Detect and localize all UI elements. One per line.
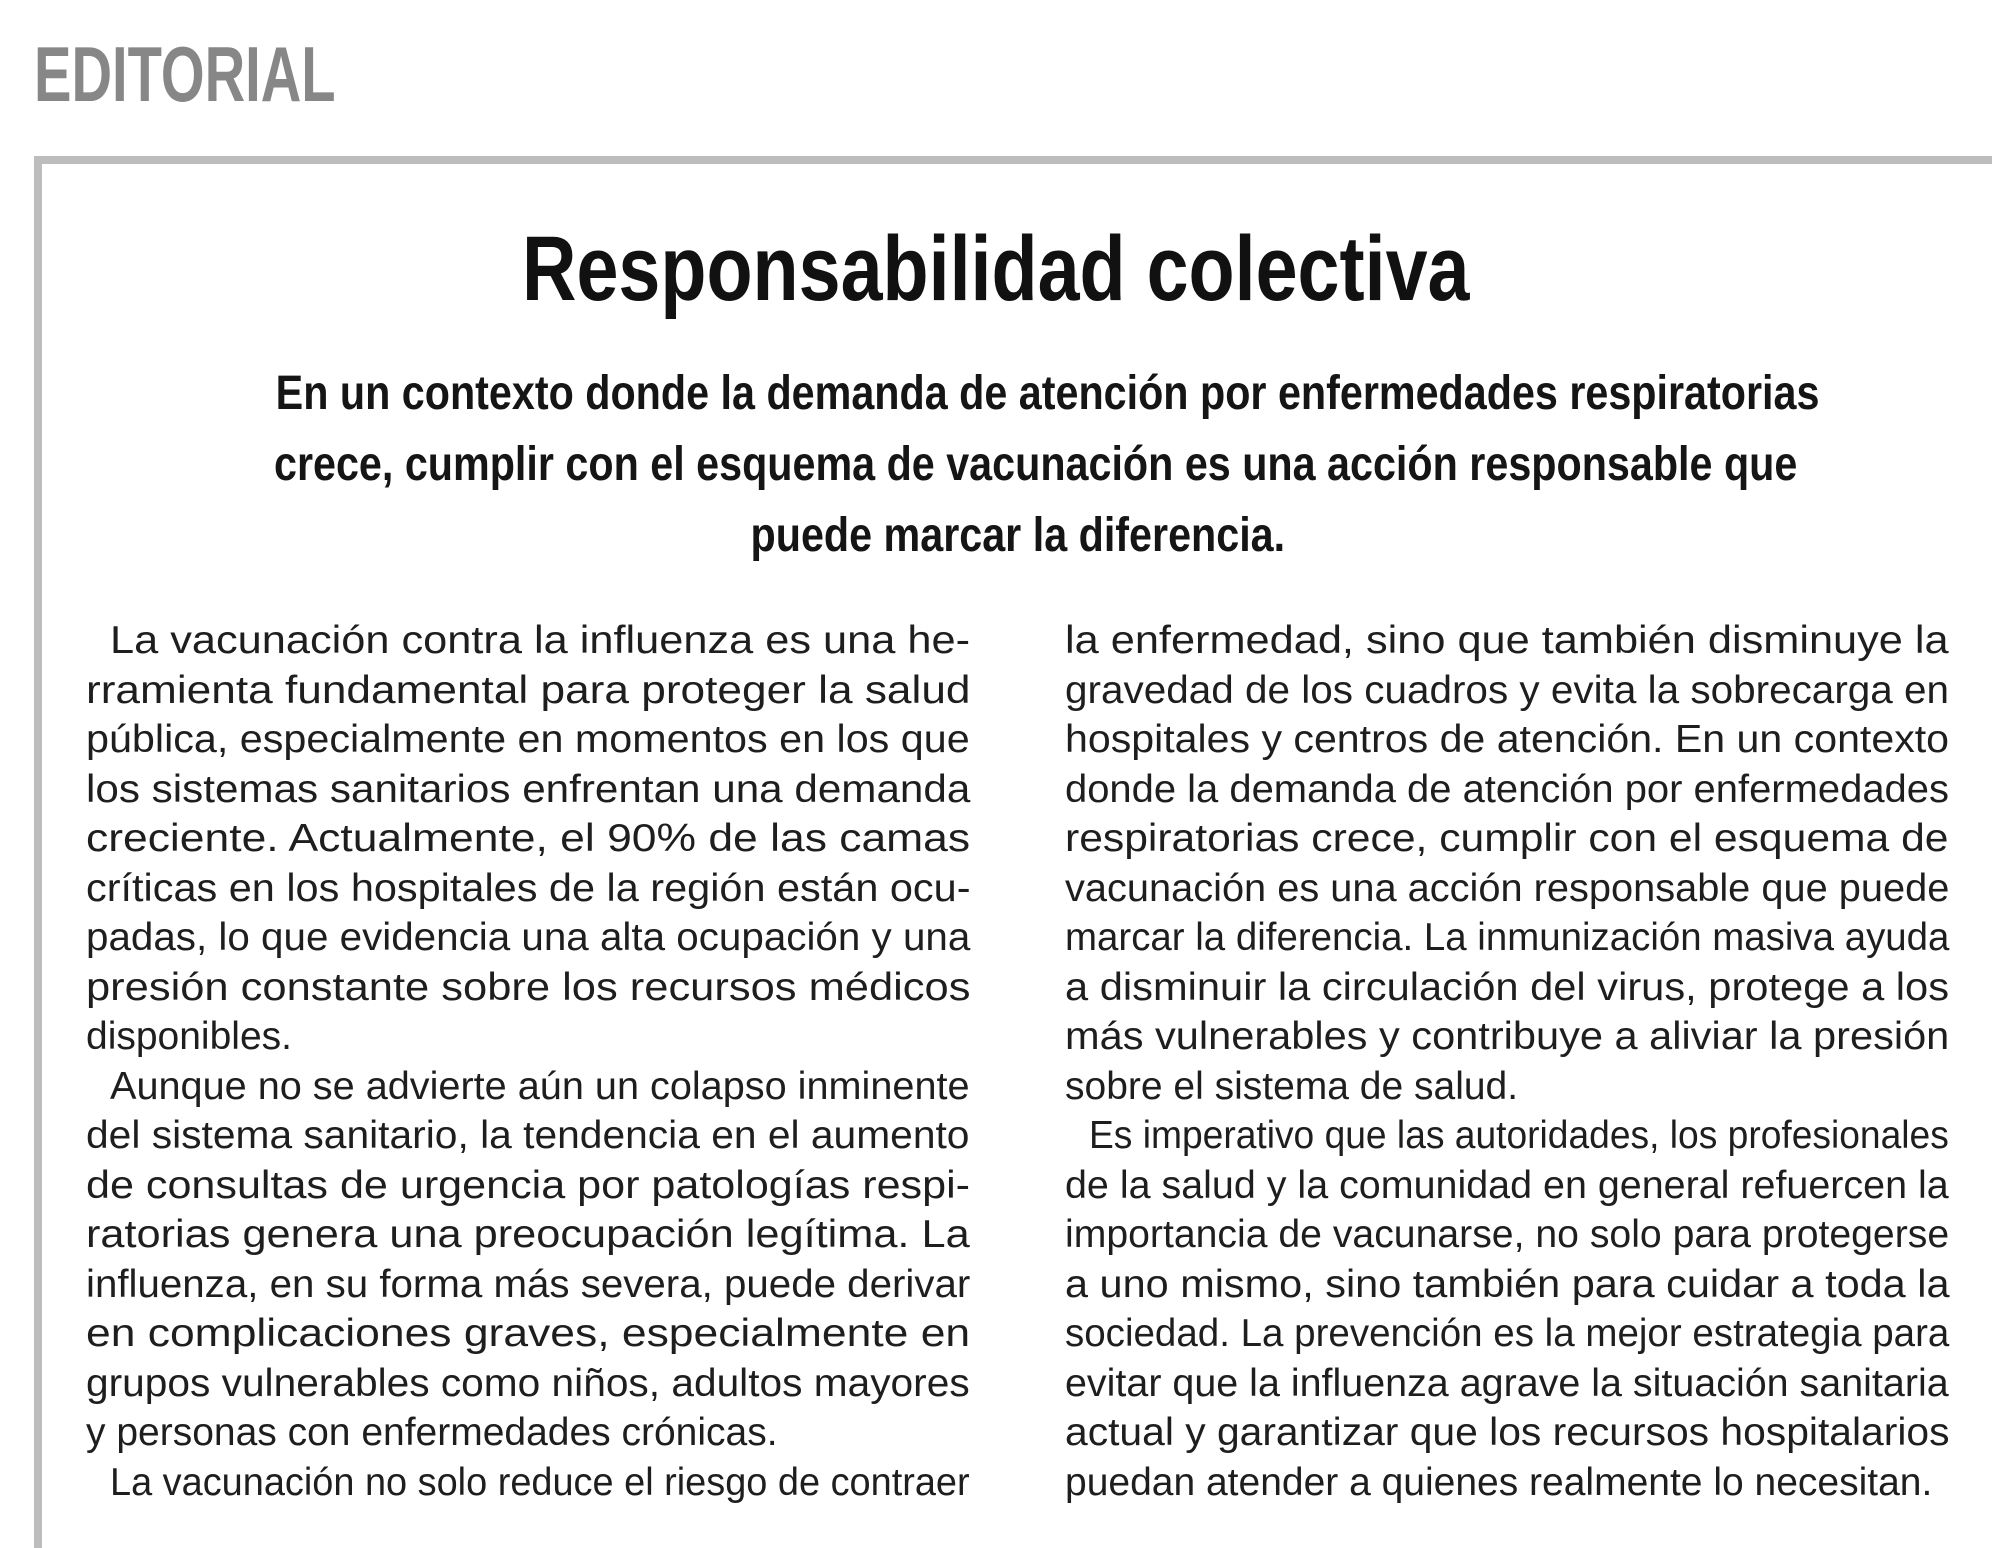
deck-line — [150, 500, 1886, 571]
body-line-text: rramienta fundamental para proteger la salud — [86, 668, 971, 712]
body-line — [86, 864, 970, 914]
body-line-text: Es imperativo que las autoridades, los profesionales — [1089, 1114, 1949, 1157]
body-line-text: respiratorias crece, cumplir con el esquema de — [1065, 817, 1949, 860]
body-line — [86, 1408, 970, 1458]
body-line-text: Aunque no se advierte aún un colapso inminente — [110, 1064, 970, 1108]
deck — [150, 358, 1886, 571]
body-line-text: pública, especialmente en momentos en los que — [86, 718, 970, 761]
body-line-text: sociedad. La prevención es la mejor estrategia para — [1065, 1312, 1950, 1355]
body-line — [1065, 765, 1949, 815]
body-line — [86, 715, 970, 765]
body-line — [86, 616, 970, 666]
body-line — [86, 1309, 970, 1359]
deck-line-text: puede marcar la diferencia. — [750, 509, 1286, 562]
body-line — [1065, 715, 1949, 765]
body-line-text: grupos vulnerables como niños, adultos mayores — [86, 1361, 970, 1405]
body-line-text: La vacunación no solo reduce el riesgo de contraer — [110, 1460, 970, 1504]
body-line-text: y personas con enfermedades crónicas. — [86, 1411, 778, 1454]
body-line — [86, 1062, 970, 1112]
body-line — [1065, 1359, 1949, 1409]
body-line-text: importancia de vacunarse, no solo para protegerse — [1065, 1213, 1950, 1256]
body-line — [1065, 1309, 1949, 1359]
body-line — [1065, 1062, 1949, 1112]
body-line — [1065, 814, 1949, 864]
body-line — [86, 814, 970, 864]
body-line — [86, 1458, 970, 1508]
body-line — [1065, 616, 1949, 666]
body-line-text: del sistema sanitario, la tendencia en el aumento — [86, 1114, 970, 1157]
deck-line — [150, 358, 1886, 429]
body-line-text: presión constante sobre los recursos médicos — [86, 965, 971, 1009]
body-line — [86, 1210, 970, 1260]
body-line — [86, 666, 970, 716]
body-line-text: puedan atender a quienes realmente lo necesitan. — [1065, 1460, 1933, 1504]
body-line — [1065, 1260, 1949, 1310]
body-line-text: padas, lo que evidencia una alta ocupación y una — [86, 916, 971, 959]
body-line — [1065, 1210, 1949, 1260]
body-column-left — [86, 616, 970, 1507]
body-line — [1065, 1111, 1949, 1161]
body-line — [86, 1260, 970, 1310]
body-line-text: sobre el sistema de salud. — [1065, 1064, 1519, 1108]
body-line-text: de consultas de urgencia por patologías respi- — [86, 1163, 970, 1207]
body-line-text: creciente. Actualmente, el 90% de las camas — [86, 817, 971, 860]
body-line-text: a uno mismo, sino también para cuidar a toda la — [1065, 1262, 1950, 1306]
body-line-text: gravedad de los cuadros y evita la sobrecarga en — [1065, 668, 1950, 712]
body-line — [86, 963, 970, 1013]
body-line — [1065, 1408, 1949, 1458]
body-line-text: a disminuir la circulación del virus, protege a los — [1065, 965, 1950, 1009]
body-line — [86, 1359, 970, 1409]
deck-line — [150, 429, 1886, 500]
section-label: EDITORIAL — [34, 30, 336, 118]
body-line — [1065, 666, 1949, 716]
body-line-text: evitar que la influenza agrave la situación sanitaria — [1065, 1361, 1949, 1405]
body-line-text: la enfermedad, sino que también disminuye la — [1065, 619, 1949, 662]
body-line-text: en complicaciones graves, especialmente en — [86, 1312, 971, 1355]
body-line-text: más vulnerables y contribuye a aliviar la presión — [1065, 1015, 1950, 1058]
body-line-text: hospitales y centros de atención. En un contexto — [1065, 718, 1950, 761]
body-line — [1065, 1458, 1949, 1508]
body-line — [86, 765, 970, 815]
headline — [0, 214, 1992, 324]
body-line-text: vacunación es una acción responsable que puede — [1065, 866, 1950, 910]
body-line-text: los sistemas sanitarios enfrentan una demanda — [86, 767, 971, 811]
body-line-text: disponibles. — [86, 1015, 292, 1058]
body-line-text: de la salud y la comunidad en general refuercen la — [1065, 1163, 1949, 1207]
body-line-text: actual y garantizar que los recursos hospitalarios — [1065, 1411, 1950, 1454]
body-line — [1065, 963, 1949, 1013]
body-line — [1065, 913, 1949, 963]
body-line — [86, 1012, 970, 1062]
deck-line-text: En un contexto donde la demanda de atención por enfermedades respiratorias — [275, 367, 1820, 420]
deck-line-text: crece, cumplir con el esquema de vacunación es una acción responsable que — [273, 438, 1798, 491]
body-column-right — [1065, 616, 1949, 1507]
body-line — [86, 1111, 970, 1161]
body-line-text: influenza, en su forma más severa, puede derivar — [86, 1262, 971, 1306]
body-line — [1065, 1161, 1949, 1211]
body-line — [1065, 864, 1949, 914]
body-line — [86, 913, 970, 963]
body-line-text: La vacunación contra la influenza es una he- — [110, 619, 971, 662]
body-line-text: críticas en los hospitales de la región están ocu- — [86, 866, 971, 910]
body-line-text: ratorias genera una preocupación legítima. La — [86, 1213, 970, 1256]
body-line-text: donde la demanda de atención por enfermedades — [1065, 767, 1949, 811]
headline-text: Responsabilidad colectiva — [522, 218, 1470, 320]
body-line — [1065, 1012, 1949, 1062]
body-line — [86, 1161, 970, 1211]
body-line-text: marcar la diferencia. La inmunización masiva ayuda — [1065, 916, 1950, 959]
